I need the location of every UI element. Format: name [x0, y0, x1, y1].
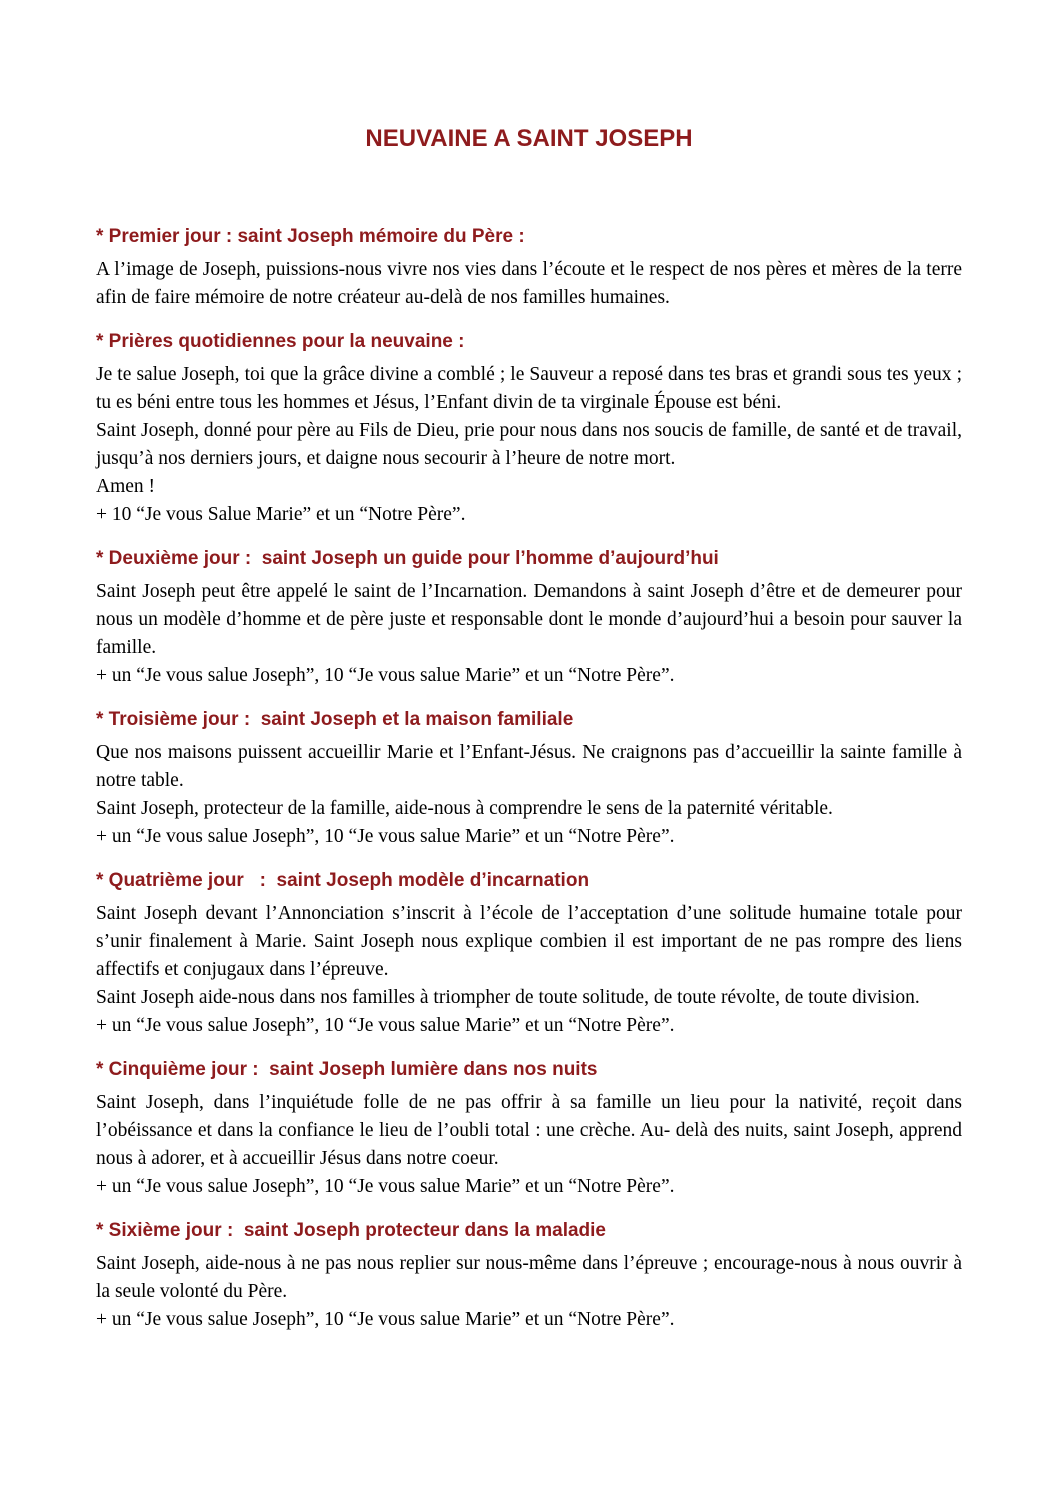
- novena-section: [96, 544, 962, 690]
- novena-section: [96, 1055, 962, 1201]
- novena-section: [96, 327, 962, 529]
- section-heading: * Sixième jour : saint Joseph protecteur dans la maladie: [96, 1220, 606, 1241]
- paragraph: Saint Joseph, donné pour père au Fils de Dieu, prie pour nous dans nos soucis de famille, de santé et de travail, jusqu’à nos derniers jours, et daigne nous secourir à l’heure de notre mort.: [96, 420, 962, 469]
- paragraph: + un “Je vous salue Joseph”, 10 “Je vous salue Marie” et un “Notre Père”.: [96, 665, 675, 686]
- paragraph: + un “Je vous salue Joseph”, 10 “Je vous salue Marie” et un “Notre Père”.: [96, 1309, 675, 1330]
- section-heading: * Cinquième jour : saint Joseph lumière dans nos nuits: [96, 1059, 598, 1080]
- novena-section: [96, 866, 962, 1040]
- paragraph: Saint Joseph, dans l’inquiétude folle de ne pas offrir à sa famille un lieu pour la nativité, reçoit dans l’obéissance et dans la confiance le lieu de l’oubli total : une crèche. Au- delà des nuits, saint Joseph, apprend nous à adorer, et à accueillir Jésus dans notre coeur.: [96, 1092, 962, 1169]
- paragraph: + un “Je vous salue Joseph”, 10 “Je vous salue Marie” et un “Notre Père”.: [96, 826, 675, 847]
- sections-container: [96, 222, 962, 1334]
- paragraph: Saint Joseph, protecteur de la famille, aide-nous à comprendre le sens de la paternité véritable.: [96, 798, 833, 819]
- paragraph: + un “Je vous salue Joseph”, 10 “Je vous salue Marie” et un “Notre Père”.: [96, 1015, 675, 1036]
- section-heading: * Troisième jour : saint Joseph et la maison familiale: [96, 709, 574, 730]
- novena-section: [96, 1216, 962, 1334]
- section-heading: * Premier jour : saint Joseph mémoire du Père :: [96, 226, 525, 247]
- section-heading: * Quatrième jour : saint Joseph modèle d’incarnation: [96, 870, 590, 891]
- paragraph: Saint Joseph devant l’Annonciation s’inscrit à l’école de l’acceptation d’une solitude humaine totale pour s’unir finalement à Marie. Saint Joseph nous explique combien il est important de ne pas rompre des liens affectifs et conjugaux dans l’épreuve.: [96, 903, 962, 980]
- novena-section: [96, 222, 962, 312]
- paragraph: Saint Joseph peut être appelé le saint de l’Incarnation. Demandons à saint Joseph d’être et de demeurer pour nous un modèle d’homme et de père juste et responsable dont le monde d’aujourd’hui a besoin pour sauver la famille.: [96, 581, 962, 658]
- section-heading: * Deuxième jour : saint Joseph un guide pour l’homme d’aujourd’hui: [96, 548, 719, 569]
- paragraph: Que nos maisons puissent accueillir Marie et l’Enfant-Jésus. Ne craignons pas d’accueillir la sainte famille à notre table.: [96, 742, 962, 791]
- section-heading: * Prières quotidiennes pour la neuvaine :: [96, 331, 465, 352]
- paragraph: Amen !: [96, 476, 156, 497]
- paragraph: + un “Je vous salue Joseph”, 10 “Je vous salue Marie” et un “Notre Père”.: [96, 1176, 675, 1197]
- novena-section: [96, 705, 962, 851]
- document-title: NEUVAINE A SAINT JOSEPH: [365, 125, 693, 152]
- paragraph: Je te salue Joseph, toi que la grâce divine a comblé ; le Sauveur a reposé dans tes bras et grandi sous tes yeux ; tu es béni entre tous les hommes et Jésus, l’Enfant divin de ta virginale Épouse est béni.: [96, 364, 962, 413]
- paragraph: Saint Joseph aide-nous dans nos familles à triompher de toute solitude, de toute révolte, de toute division.: [96, 987, 920, 1008]
- paragraph: + 10 “Je vous Salue Marie” et un “Notre Père”.: [96, 504, 466, 525]
- paragraph: A l’image de Joseph, puissions-nous vivre nos vies dans l’écoute et le respect de nos pères et mères de la terre afin de faire mémoire de notre créateur au-delà de nos familles humaines.: [96, 259, 962, 308]
- paragraph: Saint Joseph, aide-nous à ne pas nous replier sur nous-même dans l’épreuve ; encourage-nous à nous ouvrir à la seule volonté du Père.: [96, 1253, 962, 1302]
